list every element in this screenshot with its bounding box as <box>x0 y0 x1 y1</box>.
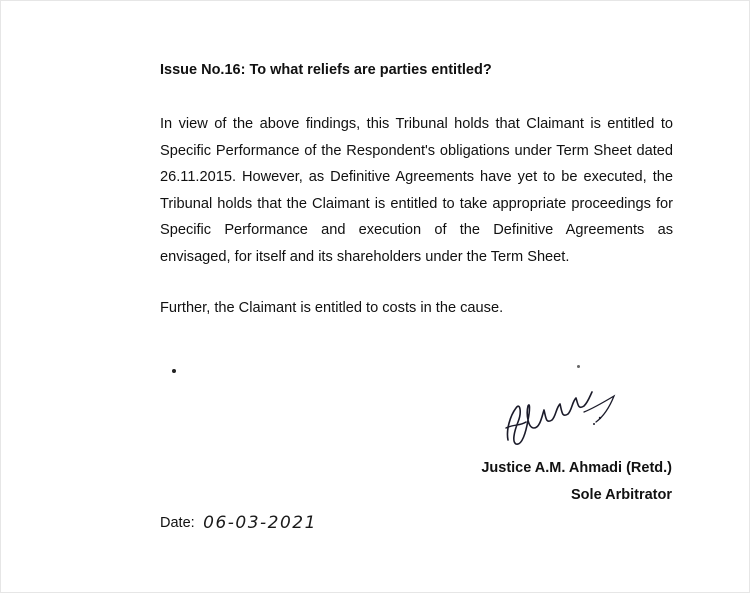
date-label: Date: <box>160 515 195 531</box>
findings-paragraph: In view of the above findings, this Tribunal holds that Claimant is entitled to Specific Performance of the Respondent's obligations under Term Sheet dated 26.11.2015. However, as Definitive Agreements have yet to be executed, the Tribunal holds that the Claimant is entitled to take appropriate proceedings for Specific Performance and execution of the Definitive Agreements as envisaged, for itself and its shareholders under the Term Sheet. <box>160 116 673 265</box>
stray-mark-small <box>577 365 580 368</box>
signer-name: Justice A.M. Ahmadi (Retd.) <box>481 460 672 476</box>
handwritten-signature <box>500 372 625 452</box>
stray-mark <box>172 369 176 373</box>
date-value: 06-03-2021 <box>203 513 317 533</box>
date-row <box>160 510 317 536</box>
signer-role: Sole Arbitrator <box>571 487 672 503</box>
costs-line: Further, the Claimant is entitled to costs in the cause. <box>160 300 504 316</box>
issue-heading: Issue No.16: To what reliefs are parties entitled? <box>160 62 492 78</box>
